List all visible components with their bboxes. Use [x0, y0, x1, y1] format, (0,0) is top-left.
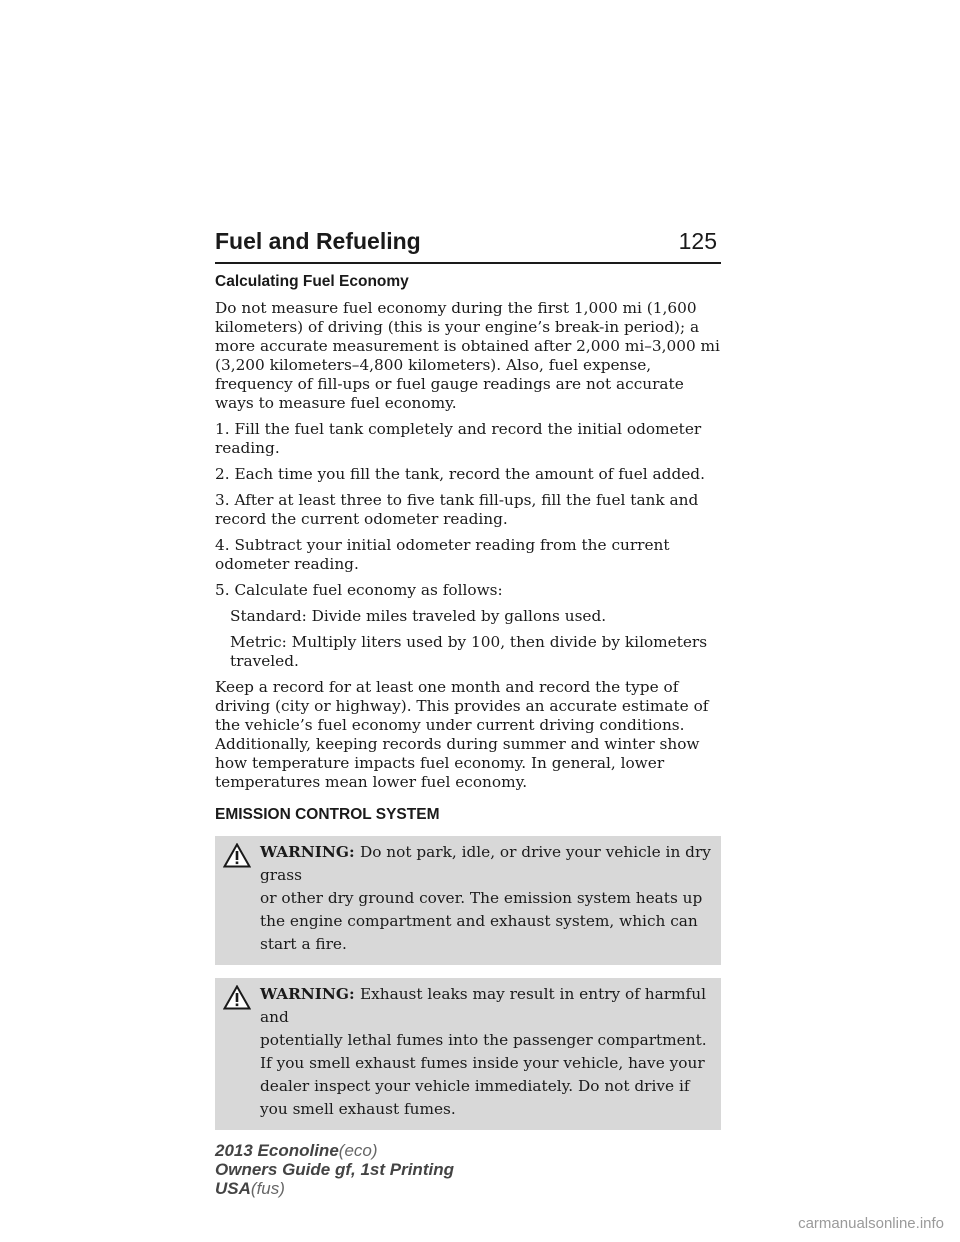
standard-formula: Standard: Divide miles traveled by gallons used. — [230, 607, 607, 625]
warning-text-start: Do not park, idle, or drive your vehicle in dry grass — [260, 843, 711, 884]
warning-label: WARNING: — [260, 985, 360, 1003]
step-3: 3. After at least three to five tank fill-ups, fill the fuel tank and record the current odometer reading. — [215, 491, 699, 528]
step-1: 1. Fill the fuel tank completely and record the initial odometer reading. — [215, 420, 702, 457]
footer-line-model: 2013 Econoline(eco) — [215, 1141, 378, 1160]
section-heading-emission: EMISSION CONTROL SYSTEM — [215, 806, 440, 823]
step-2: 2. Each time you fill the tank, record the amount of fuel added. — [215, 465, 705, 483]
warning-first-line — [215, 983, 713, 1029]
intro-paragraph: Do not measure fuel economy during the first 1,000 mi (1,600 kilometers) of driving (this is your engine’s break-in period); a more accurate measurement is obtained after 2,000 mi–3,000 mi (3,200 kilometers–4,800 kilometers). Also, fuel expense, frequency of fill-ups or fuel gauge readings are not accurate ways to measure fuel economy. — [215, 299, 720, 412]
warning-first-line — [215, 841, 713, 887]
closing-paragraph: Keep a record for at least one month and record the type of driving (city or highway). This provides an accurate estimate of the vehicle’s fuel economy under current driving conditions. Additionally, keeping records during summer and winter show how temperature impacts fuel economy. In general, lower temperatures mean lower fuel economy. — [215, 678, 709, 791]
warning-text-rest: potentially lethal fumes into the passenger compartment. If you smell exhaust fumes inside your vehicle, have your dealer inspect your vehicle immediately. Do not drive if you smell exhaust fumes. — [260, 1031, 707, 1118]
section-heading-fuel-economy: Calculating Fuel Economy — [215, 273, 409, 290]
step-5: 5. Calculate fuel economy as follows: — [215, 581, 503, 599]
page-header — [215, 228, 721, 264]
warning-triangle-icon — [223, 843, 251, 868]
warning-text-rest: or other dry ground cover. The emission system heats up the engine compartment and exhaust system, which can start a fire. — [260, 889, 703, 953]
warning-triangle-icon — [223, 985, 251, 1010]
warning-box-fire — [215, 836, 721, 965]
page-title: Fuel and Refueling — [215, 228, 421, 254]
warning-box-exhaust — [215, 978, 721, 1130]
metric-formula: Metric: Multiply liters used by 100, then divide by kilometers traveled. — [230, 633, 708, 670]
footer-line-market: USA(fus) — [215, 1179, 285, 1198]
watermark-text: carmanualsonline.info — [798, 1215, 944, 1232]
page-content — [215, 272, 721, 1143]
page-number: 125 — [678, 228, 717, 254]
footer-line-guide: Owners Guide gf, 1st Printing — [215, 1160, 454, 1179]
warning-text-start: Exhaust leaks may result in entry of harmful and — [260, 985, 706, 1026]
warning-label: WARNING: — [260, 843, 360, 861]
document-footer — [215, 1141, 454, 1198]
step-4: 4. Subtract your initial odometer reading from the current odometer reading. — [215, 536, 670, 573]
